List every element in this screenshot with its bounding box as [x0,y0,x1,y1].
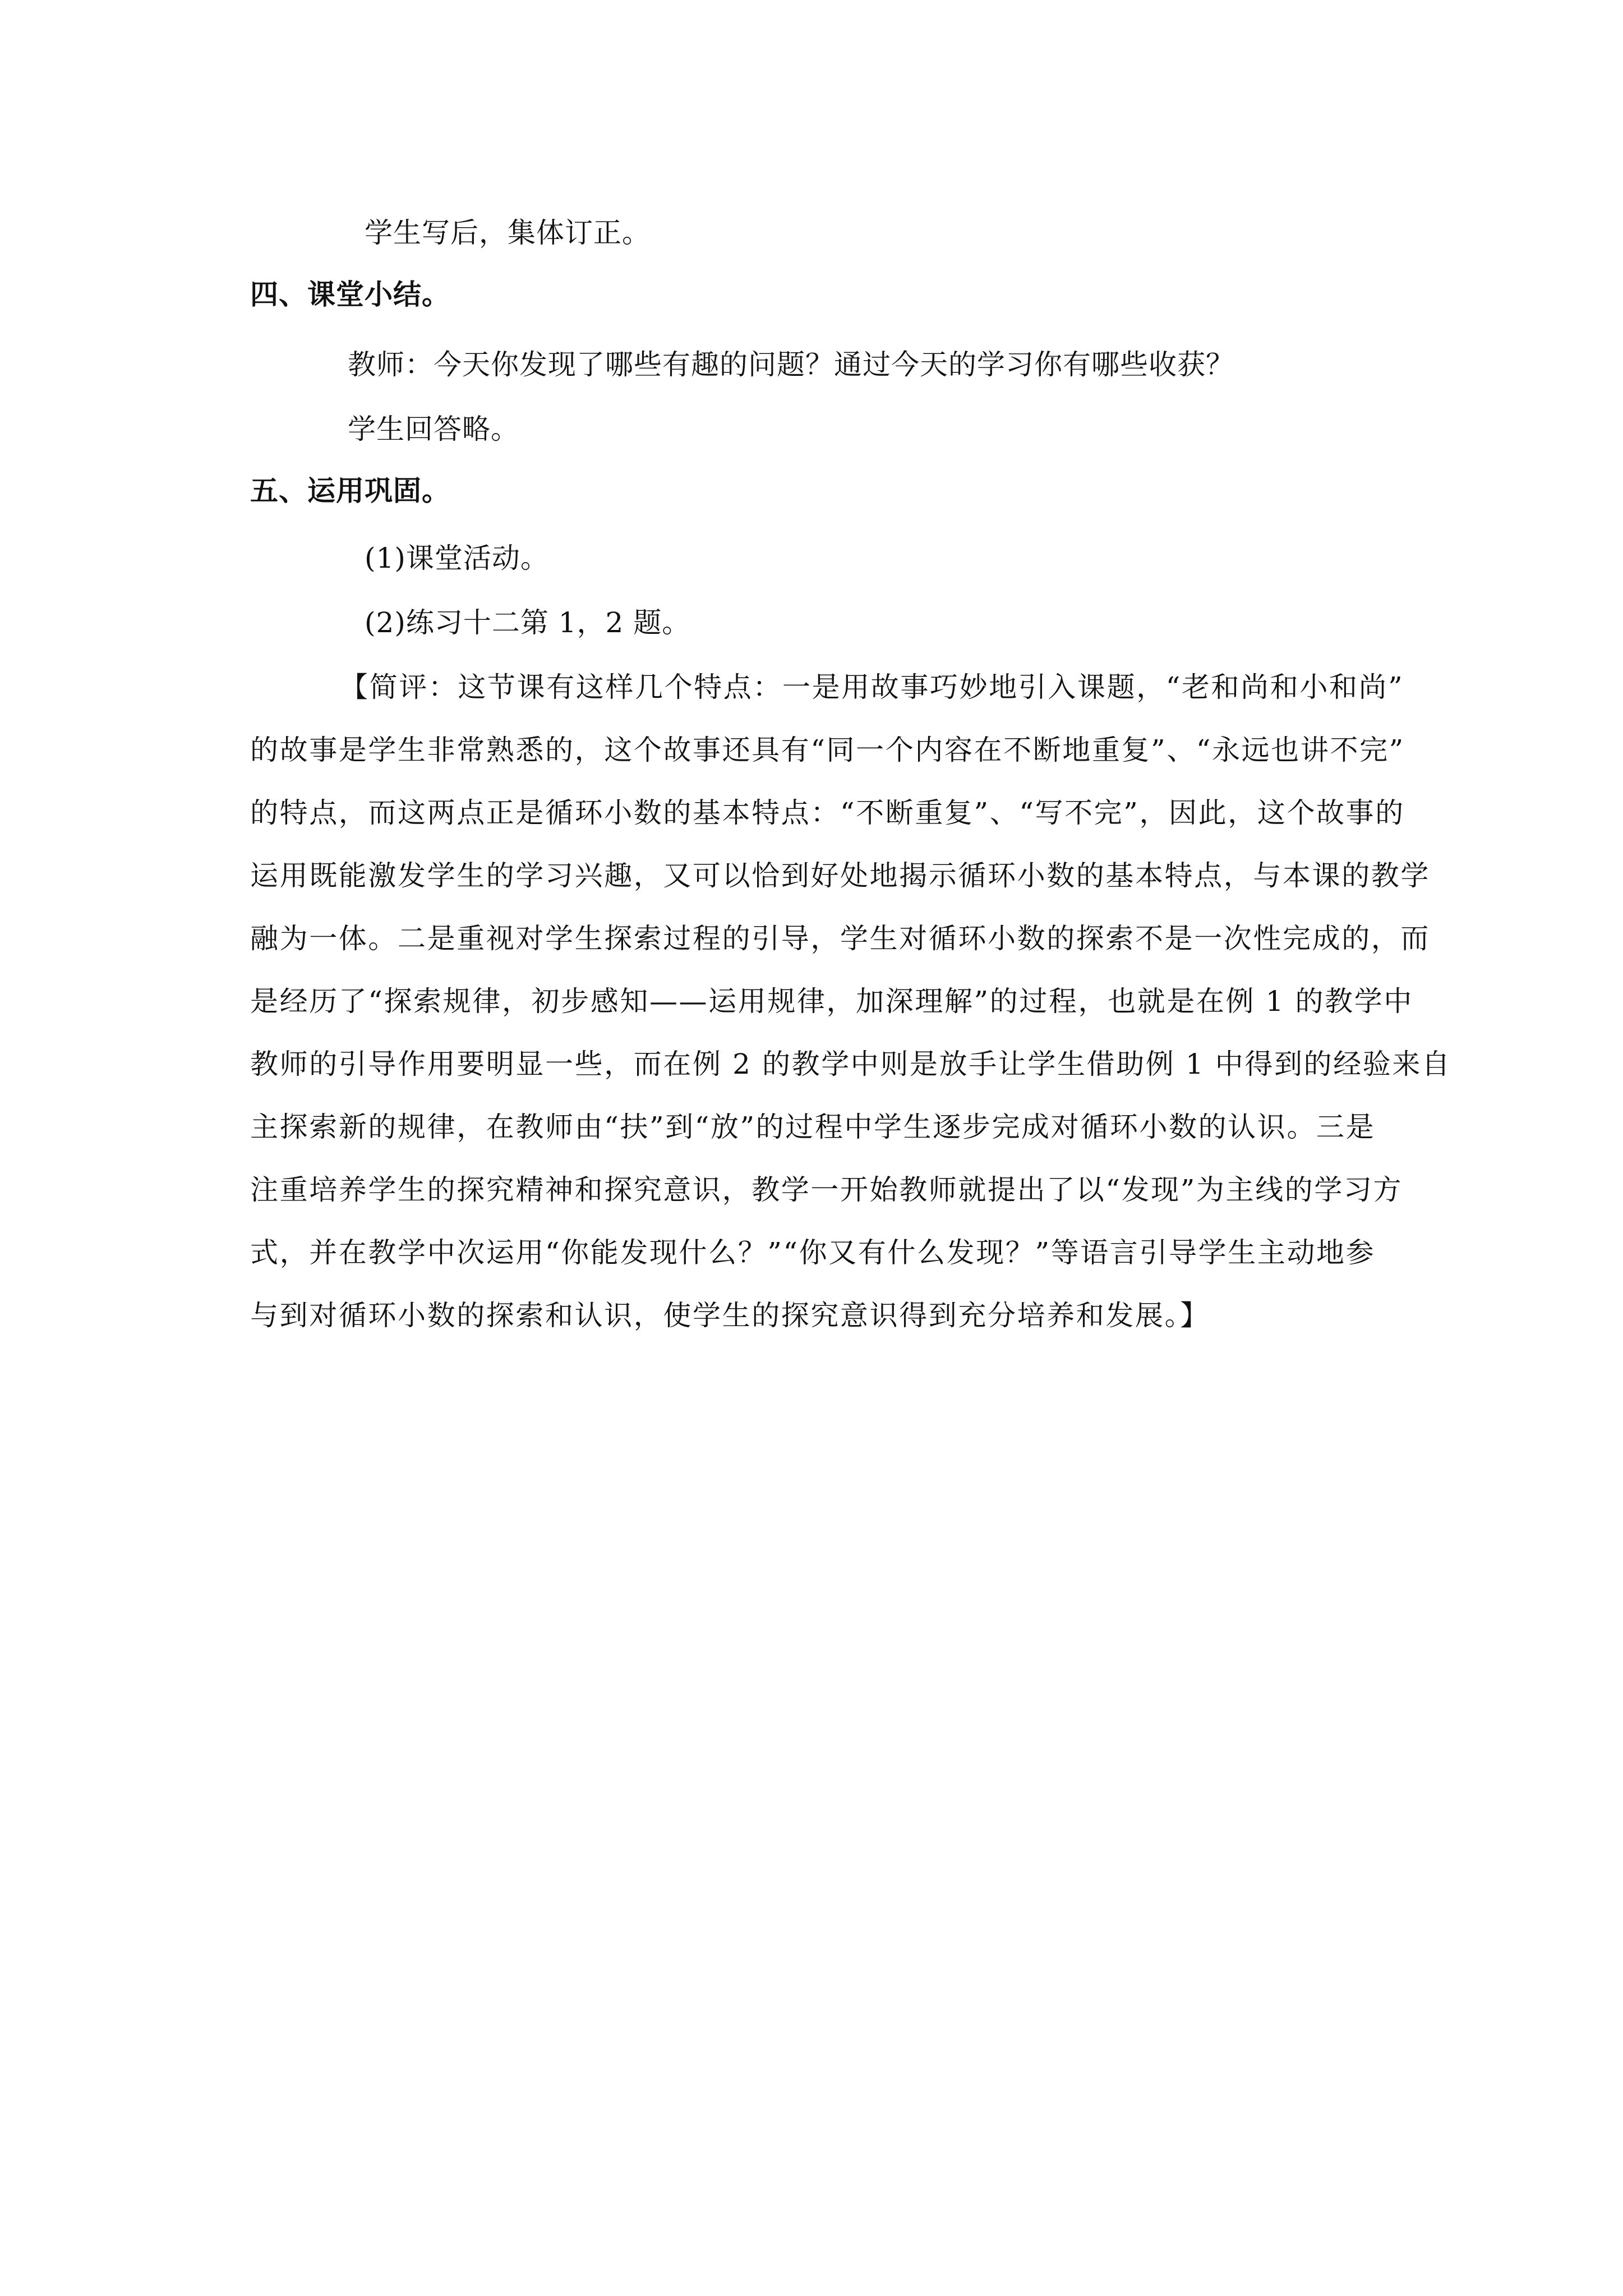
comment-line: 是经历了“探索规律，初步感知——运用规律，加深理解”的过程，也就是在例 1 的教学中 [250,985,1413,1018]
comment-line: 教师的引导作用要明显一些，而在例 2 的教学中则是放手让学生借助例 1 中得到的经验来自 [250,1048,1451,1080]
paragraph-teacher-question: 教师：今天你发现了哪些有趣的问题？通过今天的学习你有哪些收获？ [348,348,1234,381]
comment-line: 注重培养学生的探究精神和探究意识，教学一开始教师就提出了以“发现”为主线的学习方 [250,1174,1403,1206]
list-item-class-activity: (1)课堂活动。 [365,542,549,574]
comment-line: 式，并在教学中次运用“你能发现什么？”“你又有什么发现？”等语言引导学生主动地参 [250,1236,1376,1269]
section-heading-practice: 五、运用巩固。 [250,474,450,507]
paragraph-student-correction: 学生写后，集体订正。 [365,217,651,249]
comment-line: 与到对循环小数的探索和认识，使学生的探究意识得到充分培养和发展。】 [250,1299,1210,1332]
list-item-exercise: (2)练习十二第 1，2 题。 [365,606,691,639]
comment-line: 融为一体。二是重视对学生探索过程的引导，学生对循环小数的探索不是一次性完成的，而 [250,922,1430,955]
paragraph-student-answer: 学生回答略。 [348,413,519,445]
comment-line: 的特点，而这两点正是循环小数的基本特点：“不断重复”、“写不完”，因此，这个故事的 [250,797,1405,829]
comment-line: 运用既能激发学生的学习兴趣，又可以恰到好处地揭示循环小数的基本特点，与本课的教学 [250,859,1430,892]
comment-line: 【简评：这节课有这样几个特点：一是用故事巧妙地引入课题，“老和尚和小和尚” [340,671,1404,703]
comment-line: 主探索新的规律，在教师由“扶”到“放”的过程中学生逐步完成对循环小数的认识。三是 [250,1111,1376,1143]
section-heading-summary: 四、课堂小结。 [250,278,450,311]
comment-line: 的故事是学生非常熟悉的，这个故事还具有“同一个内容在不断地重复”、“永远也讲不完” [250,734,1405,766]
